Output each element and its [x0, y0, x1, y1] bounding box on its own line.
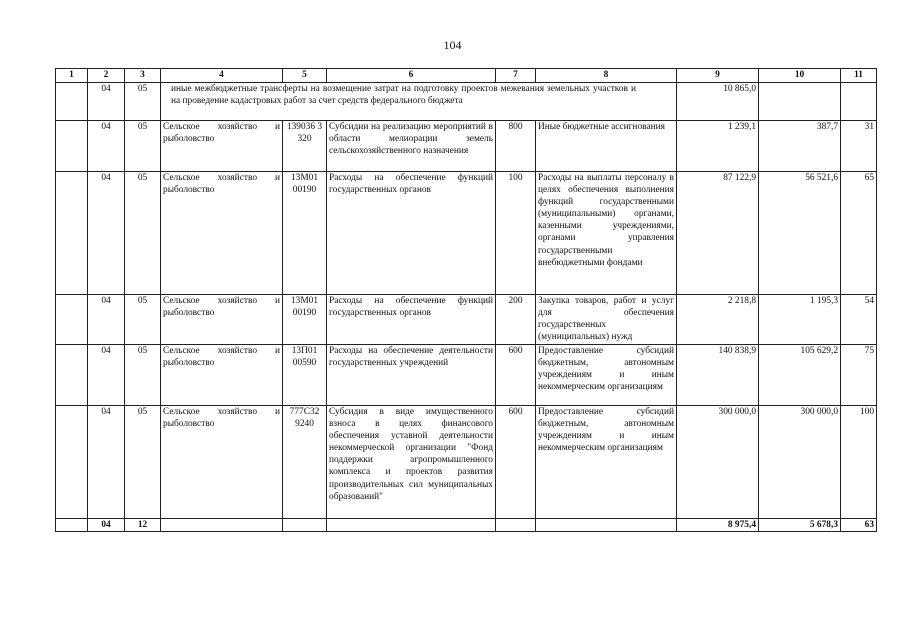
- table-cell: 04: [88, 172, 125, 295]
- section-name-cell: Сельское хозяйство и рыболовство: [161, 406, 283, 519]
- table-row: [56, 345, 877, 406]
- column-header: 3: [125, 69, 161, 83]
- expense-type-code-cell: 800: [496, 121, 536, 172]
- table-cell: 04: [88, 295, 125, 345]
- amount-cell: 56 521,6: [759, 172, 841, 295]
- target-article-cell: 13М01 00190: [283, 172, 327, 295]
- table-cell: [56, 406, 88, 519]
- amount-cell: [759, 83, 841, 121]
- article-name-cell: Расходы на обеспечение функций государственных органов: [327, 172, 496, 295]
- column-header: 6: [327, 69, 496, 83]
- target-article-cell: 139036 3320: [283, 121, 327, 172]
- total-row: [56, 519, 877, 532]
- total-percent-cell: 63: [841, 519, 877, 532]
- page-number: 104: [443, 38, 462, 52]
- amount-cell: 105 629,2: [759, 345, 841, 406]
- table-row: [56, 406, 877, 519]
- table-cell: 04: [88, 83, 125, 121]
- percent-cell: 100: [841, 406, 877, 519]
- table-cell: 05: [125, 172, 161, 295]
- column-header: 8: [536, 69, 677, 83]
- table-cell: [56, 345, 88, 406]
- amount-cell: 87 122,9: [677, 172, 759, 295]
- expense-type-name-cell: Закупка товаров, работ и услуг для обеспечения государственных (муниципальных) нужд: [536, 295, 677, 345]
- column-header: 7: [496, 69, 536, 83]
- table-cell: [56, 172, 88, 295]
- column-header: 9: [677, 69, 759, 83]
- table-cell: [327, 519, 496, 532]
- table-row: [56, 121, 877, 172]
- expense-type-code-cell: 600: [496, 406, 536, 519]
- section-name-cell: Сельское хозяйство и рыболовство: [161, 172, 283, 295]
- expense-type-name-cell: Предоставление субсидий бюджетным, автономным учреждениям и иным некоммерческим организациям: [536, 345, 677, 406]
- amount-cell: 387,7: [759, 121, 841, 172]
- percent-cell: 31: [841, 121, 877, 172]
- table-cell: [56, 83, 88, 121]
- budget-table: [55, 68, 877, 532]
- expense-type-code-cell: 600: [496, 345, 536, 406]
- amount-cell: 1 195,3: [759, 295, 841, 345]
- percent-cell: 54: [841, 295, 877, 345]
- amount-cell: 300 000,0: [759, 406, 841, 519]
- article-name-cell: Субсидии на реализацию мероприятий в области мелиорации земель сельскохозяйственного назначения: [327, 121, 496, 172]
- total-amount-cell: 8 975,4: [677, 519, 759, 532]
- table-cell: 04: [88, 406, 125, 519]
- table-cell: 05: [125, 121, 161, 172]
- expense-type-code-cell: 200: [496, 295, 536, 345]
- table-cell: 05: [125, 83, 161, 121]
- expense-type-name-cell: Иные бюджетные ассигнования: [536, 121, 677, 172]
- section-name-cell: Сельское хозяйство и рыболовство: [161, 295, 283, 345]
- merged-description-cell: иные межбюджетные трансферты на возмещение затрат на подготовку проектов межевания земельных участков и на проведение кадастровых работ за счет средств федерального бюджета: [161, 83, 677, 121]
- article-name-cell: Расходы на обеспечение функций государственных органов: [327, 295, 496, 345]
- section-name-cell: Сельское хозяйство и рыболовство: [161, 121, 283, 172]
- article-name-cell: Расходы на обеспечение деятельности государственных учреждений: [327, 345, 496, 406]
- expense-type-name-cell: Расходы на выплаты персоналу в целях обеспечения выполнения функций государственными (муниципальными) органами, казенными учреждениями, органами управления государственными внебюджетными фондами: [536, 172, 677, 295]
- table-row: [56, 83, 877, 121]
- table-row: [56, 172, 877, 295]
- total-amount-cell: 5 678,3: [759, 519, 841, 532]
- amount-cell: 2 218,8: [677, 295, 759, 345]
- column-header: 2: [88, 69, 125, 83]
- table-cell: [56, 519, 88, 532]
- table-cell: [536, 519, 677, 532]
- table-cell: [496, 519, 536, 532]
- table-cell: [56, 295, 88, 345]
- table-row: [56, 295, 877, 345]
- section-name-cell: Сельское хозяйство и рыболовство: [161, 345, 283, 406]
- target-article-cell: 13П01 00590: [283, 345, 327, 406]
- target-article-cell: 13М01 00190: [283, 295, 327, 345]
- column-header: 4: [161, 69, 283, 83]
- table-cell: [56, 121, 88, 172]
- percent-cell: 75: [841, 345, 877, 406]
- amount-cell: 10 865,0: [677, 83, 759, 121]
- article-name-cell: Субсидия в виде имущественного взноса в целях финансового обеспечения уставной деятельности некоммерческой организации "Фонд поддержки агропромышленного комплекса и проектов развития производительных сил муниципальных образований": [327, 406, 496, 519]
- table-cell: [161, 519, 283, 532]
- table-cell: 04: [88, 519, 125, 532]
- amount-cell: 140 838,9: [677, 345, 759, 406]
- amount-cell: 300 000,0: [677, 406, 759, 519]
- column-header: 11: [841, 69, 877, 83]
- table-cell: 04: [88, 345, 125, 406]
- column-header: 5: [283, 69, 327, 83]
- table-cell: 04: [88, 121, 125, 172]
- expense-type-name-cell: Предоставление субсидий бюджетным, автономным учреждениям и иным некоммерческим организациям: [536, 406, 677, 519]
- table-cell: [283, 519, 327, 532]
- table-cell: 12: [125, 519, 161, 532]
- table-cell: 05: [125, 295, 161, 345]
- percent-cell: 65: [841, 172, 877, 295]
- table-cell: 05: [125, 406, 161, 519]
- column-header-row: [56, 69, 877, 83]
- column-header: 1: [56, 69, 88, 83]
- amount-cell: 1 239,1: [677, 121, 759, 172]
- percent-cell: [841, 83, 877, 121]
- expense-type-code-cell: 100: [496, 172, 536, 295]
- column-header: 10: [759, 69, 841, 83]
- target-article-cell: 777С32 9240: [283, 406, 327, 519]
- table-cell: 05: [125, 345, 161, 406]
